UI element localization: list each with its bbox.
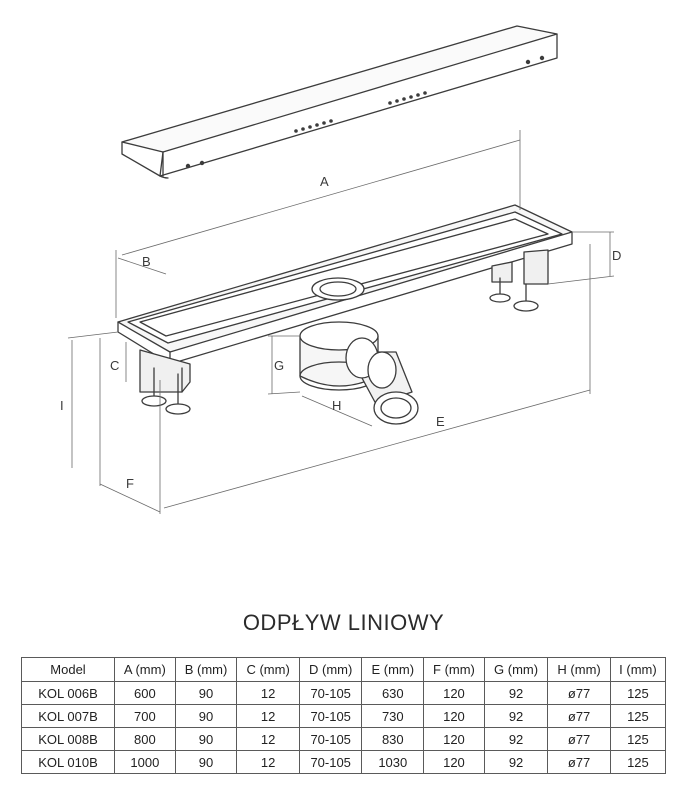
table-cell: 12: [237, 751, 300, 774]
column-header: I (mm): [610, 658, 665, 682]
column-header: D (mm): [299, 658, 362, 682]
table-cell: 125: [610, 682, 665, 705]
table-cell: ø77: [548, 728, 611, 751]
table-cell: 70-105: [299, 751, 362, 774]
dim-label-e: E: [436, 414, 445, 429]
table-cell: 830: [362, 728, 424, 751]
table-cell: KOL 007B: [22, 705, 115, 728]
table-body: [22, 682, 666, 774]
table-cell: 92: [484, 728, 548, 751]
table-cell: 600: [115, 682, 176, 705]
table-cell: 1000: [115, 751, 176, 774]
table-cell: 70-105: [299, 728, 362, 751]
column-header: C (mm): [237, 658, 300, 682]
table-cell: 120: [424, 728, 485, 751]
dim-label-a: A: [320, 174, 329, 189]
table-cell: 90: [175, 705, 237, 728]
dim-label-d: D: [612, 248, 622, 263]
column-header: Model: [22, 658, 115, 682]
table-cell: 730: [362, 705, 424, 728]
table-cell: 800: [115, 728, 176, 751]
dim-label-g: G: [274, 358, 285, 373]
table-cell: 70-105: [299, 682, 362, 705]
table-cell: 120: [424, 705, 485, 728]
table-cell: 92: [484, 682, 548, 705]
table-cell: 120: [424, 751, 485, 774]
dim-label-f: F: [126, 476, 134, 491]
table-cell: 12: [237, 728, 300, 751]
table-cell: KOL 008B: [22, 728, 115, 751]
table-cell: 12: [237, 705, 300, 728]
table-cell: 1030: [362, 751, 424, 774]
table-cell: KOL 010B: [22, 751, 115, 774]
table-row: [22, 682, 666, 705]
dim-label-c: C: [110, 358, 120, 373]
table-cell: 12: [237, 682, 300, 705]
table-cell: 92: [484, 705, 548, 728]
dim-label-i: I: [60, 398, 64, 413]
column-header: G (mm): [484, 658, 548, 682]
dim-label-b: B: [142, 254, 151, 269]
table-cell: 700: [115, 705, 176, 728]
column-header: B (mm): [175, 658, 237, 682]
table-row: [22, 751, 666, 774]
table-cell: 630: [362, 682, 424, 705]
column-header: H (mm): [548, 658, 611, 682]
table-row: [22, 728, 666, 751]
column-header: A (mm): [115, 658, 176, 682]
table-cell: 90: [175, 728, 237, 751]
table-cell: 125: [610, 751, 665, 774]
table-cell: ø77: [548, 682, 611, 705]
table-cell: 70-105: [299, 705, 362, 728]
table-cell: KOL 006B: [22, 682, 115, 705]
table-row: [22, 705, 666, 728]
dim-label-h: H: [332, 398, 342, 413]
column-header: E (mm): [362, 658, 424, 682]
siphon-outlet: [300, 322, 418, 424]
grate-cover: [122, 26, 557, 178]
table-cell: 120: [424, 682, 485, 705]
table-cell: 92: [484, 751, 548, 774]
table-cell: 125: [610, 728, 665, 751]
product-title: ODPŁYW LINIOWY: [242, 610, 445, 635]
table-header-row: [22, 658, 666, 682]
spec-table: [21, 657, 666, 774]
table-cell: ø77: [548, 705, 611, 728]
column-header: F (mm): [424, 658, 485, 682]
table-cell: 125: [610, 705, 665, 728]
table-cell: ø77: [548, 751, 611, 774]
table-cell: 90: [175, 751, 237, 774]
table-cell: 90: [175, 682, 237, 705]
